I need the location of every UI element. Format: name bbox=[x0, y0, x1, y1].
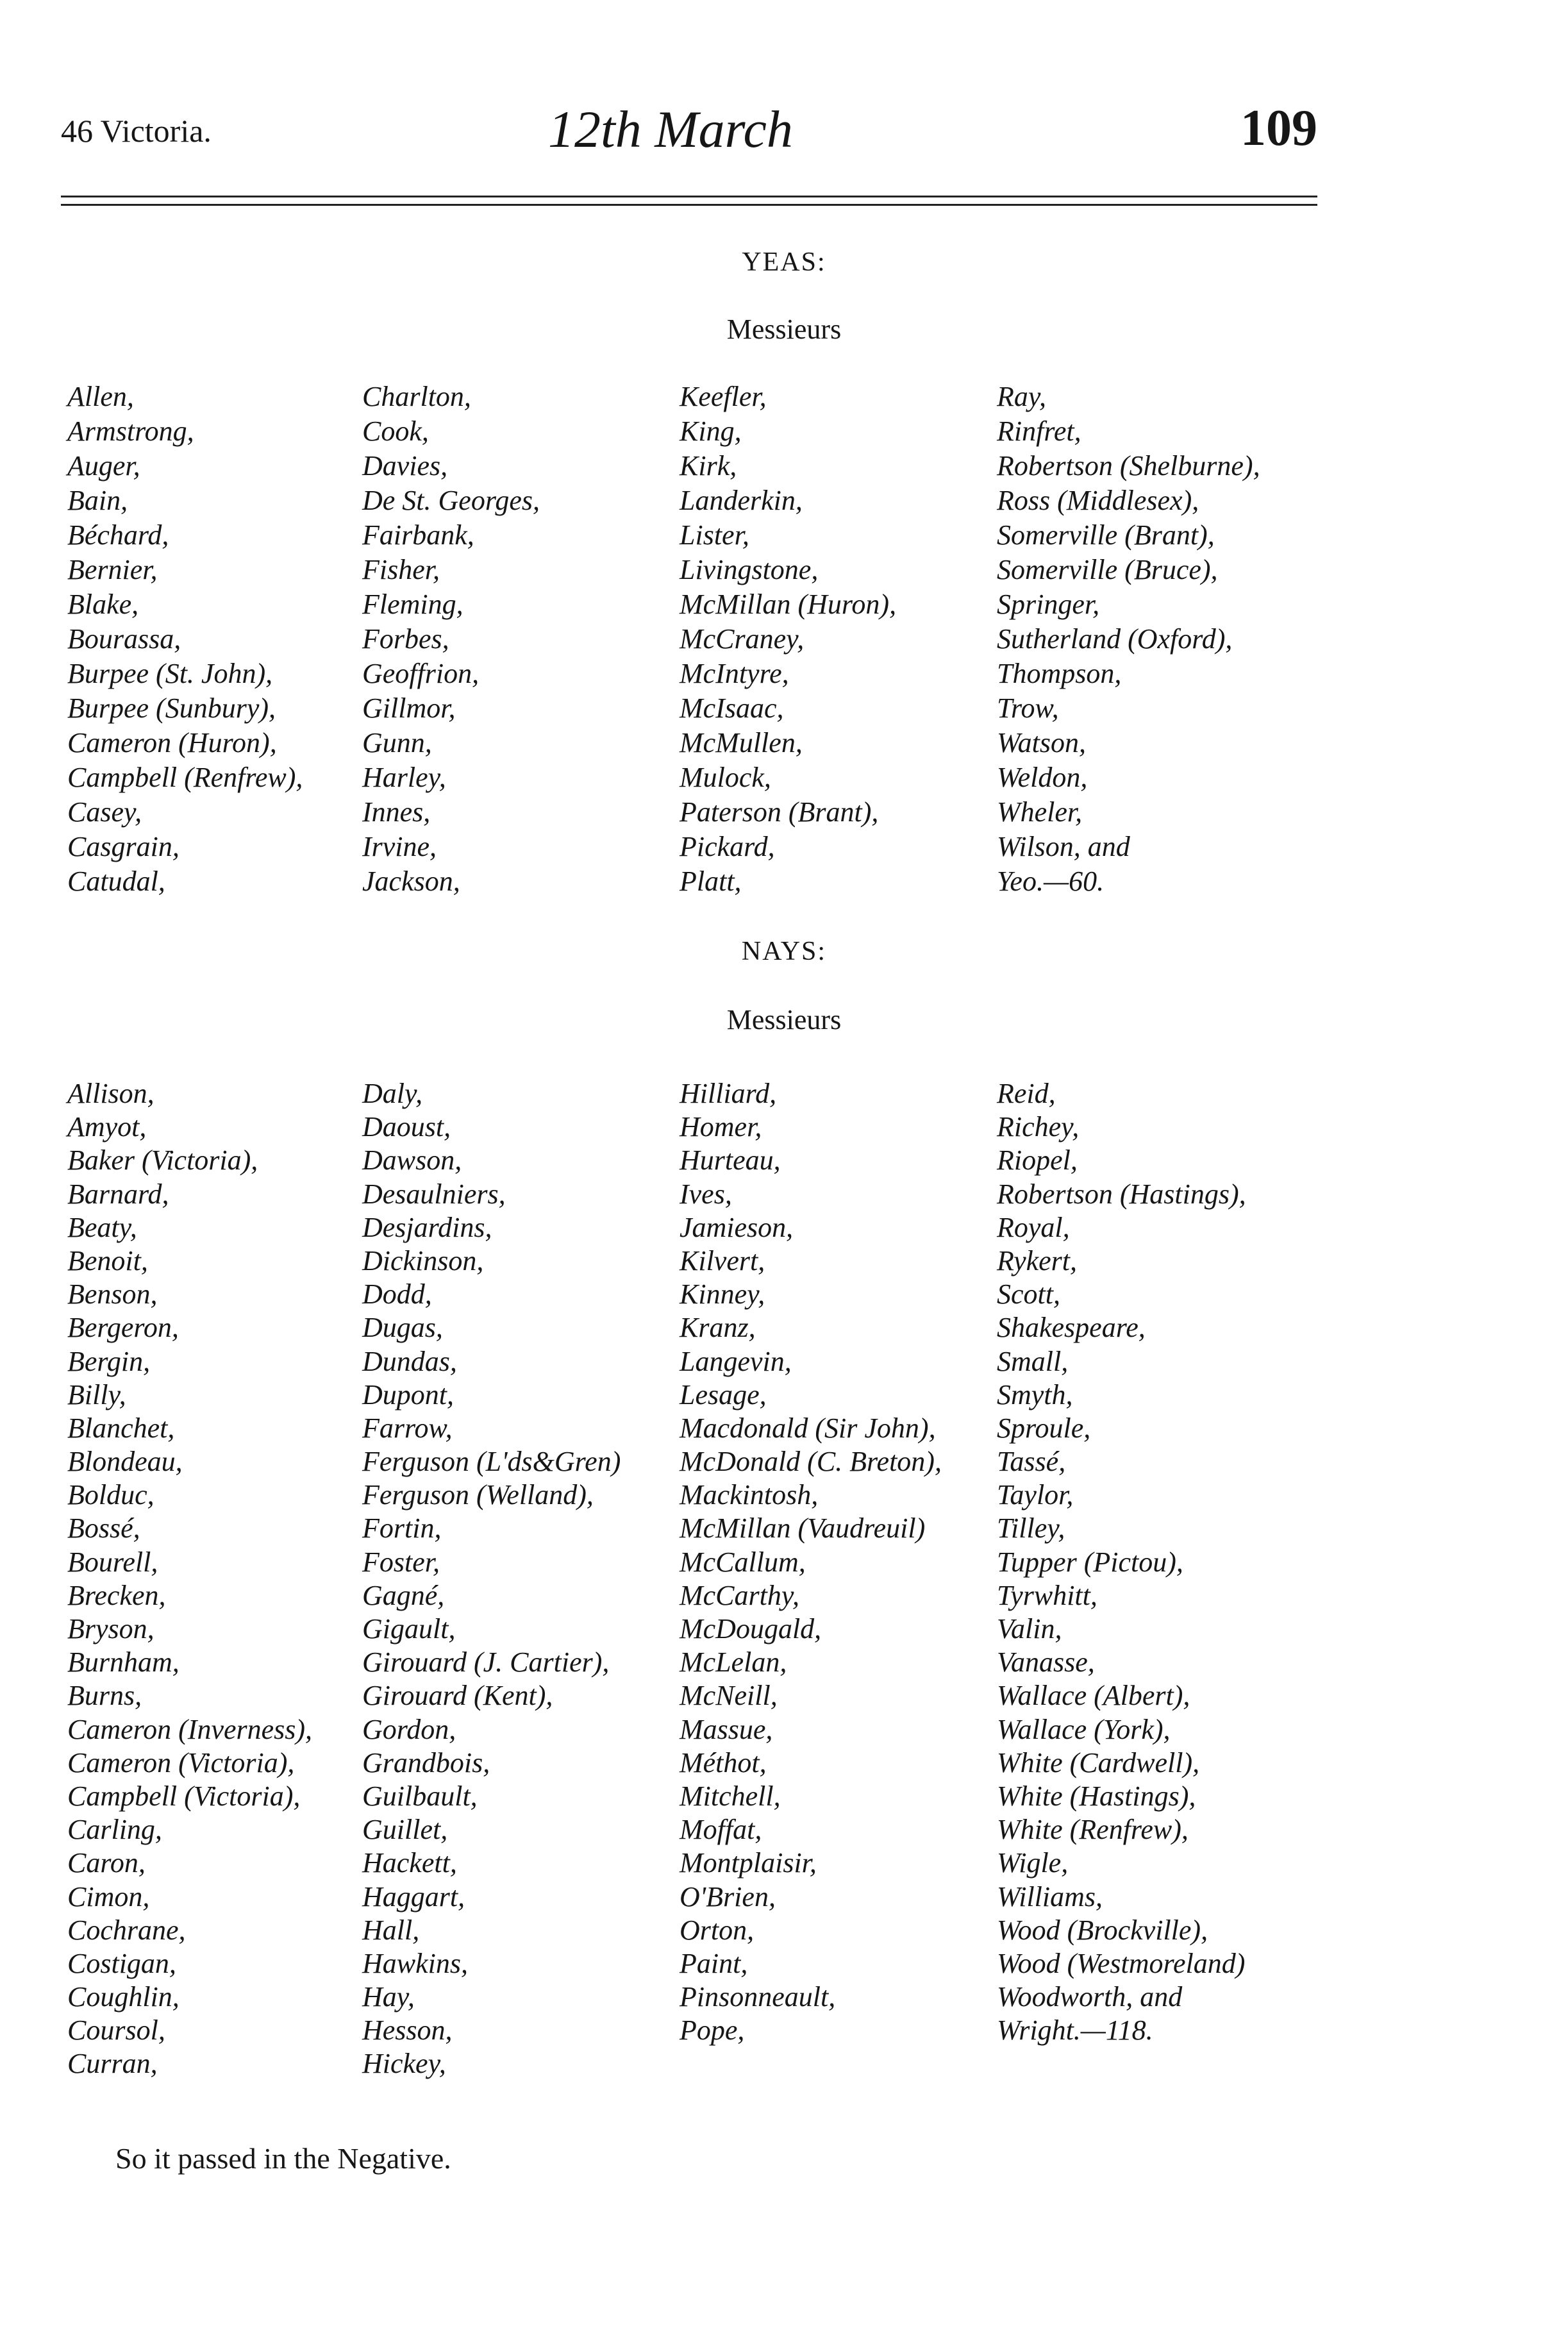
yeas-column-1 bbox=[67, 380, 303, 899]
member-name: Hilliard, bbox=[680, 1078, 777, 1109]
member-name: Gigault, bbox=[362, 1613, 456, 1645]
member-name: Dupont, bbox=[362, 1378, 454, 1410]
member-name: Benson, bbox=[67, 1278, 158, 1310]
member-name: Bourell, bbox=[67, 1546, 158, 1578]
member-name: Blake, bbox=[67, 589, 139, 620]
member-name: McDougald, bbox=[680, 1613, 822, 1645]
member-name: Riopel, bbox=[997, 1144, 1078, 1176]
member-name: Mulock, bbox=[680, 762, 771, 793]
member-name: Trow, bbox=[997, 692, 1059, 724]
member-name: Lister, bbox=[680, 519, 749, 551]
date-title: 12th March bbox=[548, 100, 793, 158]
member-name: Reid, bbox=[997, 1078, 1056, 1109]
member-name: Billy, bbox=[67, 1378, 126, 1410]
member-name: Valin, bbox=[997, 1613, 1062, 1645]
member-name: Charlton, bbox=[362, 381, 471, 412]
member-name: Moffat, bbox=[680, 1814, 762, 1846]
nays-heading: NAYS: bbox=[741, 937, 827, 966]
member-name: Caron, bbox=[67, 1847, 146, 1879]
member-name: Bergeron, bbox=[67, 1312, 179, 1344]
member-name: Beaty, bbox=[67, 1211, 137, 1243]
member-name: Orton, bbox=[680, 1914, 755, 1946]
member-name: Daoust, bbox=[362, 1111, 451, 1143]
member-name: Hawkins, bbox=[362, 1947, 468, 1979]
member-name: Hurteau, bbox=[680, 1144, 781, 1176]
member-name: Bolduc, bbox=[67, 1479, 154, 1511]
member-name: Davies, bbox=[362, 450, 448, 481]
member-name: Dickinson, bbox=[362, 1244, 484, 1276]
member-name: Guilbault, bbox=[362, 1780, 478, 1812]
member-name: Desjardins, bbox=[362, 1211, 492, 1243]
member-name: Kilvert, bbox=[680, 1244, 765, 1276]
member-name: Curran, bbox=[67, 2048, 158, 2080]
member-name: Blondeau, bbox=[67, 1446, 183, 1478]
member-name: Kinney, bbox=[680, 1278, 765, 1310]
member-name: Taylor, bbox=[997, 1479, 1074, 1511]
member-name: Vanasse, bbox=[997, 1646, 1095, 1678]
member-name: Ferguson (Welland), bbox=[362, 1479, 594, 1511]
member-name: McNeill, bbox=[680, 1680, 778, 1712]
member-name: Somerville (Bruce), bbox=[997, 554, 1218, 585]
member-name: Jamieson, bbox=[680, 1211, 794, 1243]
member-name: Macdonald (Sir John), bbox=[680, 1412, 936, 1444]
member-name: Ives, bbox=[680, 1178, 732, 1210]
member-name: Cameron (Huron), bbox=[67, 727, 277, 758]
member-name: Baker (Victoria), bbox=[67, 1144, 258, 1176]
member-name: Hesson, bbox=[362, 2014, 453, 2046]
member-name: Rykert, bbox=[997, 1244, 1078, 1276]
member-name: Hackett, bbox=[362, 1847, 457, 1879]
member-name: Jackson, bbox=[362, 866, 460, 897]
member-name: Smyth, bbox=[997, 1378, 1073, 1410]
member-name: Bryson, bbox=[67, 1613, 154, 1645]
member-name: Desaulniers, bbox=[362, 1178, 506, 1210]
member-name: Fisher, bbox=[362, 554, 440, 585]
page-number: 109 bbox=[1240, 100, 1317, 156]
member-name: Innes, bbox=[362, 796, 431, 828]
member-name: Dodd, bbox=[362, 1278, 432, 1310]
member-name: Bourassa, bbox=[67, 623, 181, 655]
member-name: De St. Georges, bbox=[362, 485, 540, 516]
member-name: Costigan, bbox=[67, 1947, 176, 1979]
member-name: Cimon, bbox=[67, 1880, 150, 1912]
member-name: Farrow, bbox=[362, 1412, 453, 1444]
member-name: Montplaisir, bbox=[680, 1847, 817, 1879]
member-name: Burpee (St. John), bbox=[67, 658, 273, 689]
member-name: Brecken, bbox=[67, 1579, 166, 1611]
member-name: Langevin, bbox=[680, 1345, 792, 1377]
member-name: Daly, bbox=[362, 1078, 423, 1109]
member-name: Rinfret, bbox=[997, 415, 1081, 447]
member-name: Dawson, bbox=[362, 1144, 462, 1176]
member-name: Burpee (Sunbury), bbox=[67, 692, 276, 724]
member-name: Livingstone, bbox=[680, 554, 819, 585]
member-name: McIntyre, bbox=[680, 658, 789, 689]
member-name: Bain, bbox=[67, 485, 128, 516]
member-name: Allison, bbox=[67, 1078, 154, 1109]
member-name: McMillan (Huron), bbox=[680, 589, 897, 620]
member-name: Sproule, bbox=[997, 1412, 1091, 1444]
member-name: Springer, bbox=[997, 589, 1100, 620]
member-name: Burns, bbox=[67, 1680, 142, 1712]
member-name: Barnard, bbox=[67, 1178, 169, 1210]
member-name: Williams, bbox=[997, 1880, 1103, 1912]
member-name: Sutherland (Oxford), bbox=[997, 623, 1233, 655]
member-name: Girouard (Kent), bbox=[362, 1680, 553, 1712]
member-name: Girouard (J. Cartier), bbox=[362, 1646, 610, 1678]
member-name: Carling, bbox=[67, 1814, 162, 1846]
member-name: Guillet, bbox=[362, 1814, 448, 1846]
member-name: Wilson, and bbox=[997, 831, 1130, 862]
member-name: Pinsonneault, bbox=[680, 1981, 836, 2013]
member-name: Kranz, bbox=[680, 1312, 756, 1344]
member-name: Bergin, bbox=[67, 1345, 151, 1377]
member-name: Cook, bbox=[362, 415, 429, 447]
yeas-column-2 bbox=[362, 380, 540, 899]
member-name: Tilley, bbox=[997, 1512, 1065, 1544]
member-name: Tassé, bbox=[997, 1446, 1066, 1478]
member-name: McIsaac, bbox=[680, 692, 784, 724]
member-name: Dundas, bbox=[362, 1345, 457, 1377]
member-name: Robertson (Hastings), bbox=[997, 1178, 1246, 1210]
member-name: Gunn, bbox=[362, 727, 432, 758]
member-name: Catudal, bbox=[67, 866, 165, 897]
member-name: Ferguson (L'ds&Gren) bbox=[362, 1446, 621, 1478]
yeas-heading: YEAS: bbox=[742, 247, 826, 277]
nays-column-2 bbox=[362, 1077, 621, 2081]
member-name: White (Hastings), bbox=[997, 1780, 1196, 1812]
member-name: Fleming, bbox=[362, 589, 463, 620]
member-name: Auger, bbox=[67, 450, 140, 481]
member-name: Thompson, bbox=[997, 658, 1122, 689]
volume-label: 46 Victoria. bbox=[61, 113, 212, 149]
member-name: Woodworth, and bbox=[997, 1981, 1183, 2013]
member-name: Pickard, bbox=[680, 831, 775, 862]
member-name: Casey, bbox=[67, 796, 142, 828]
member-name: Shakespeare, bbox=[997, 1312, 1146, 1344]
member-name: Robertson (Shelburne), bbox=[997, 450, 1260, 481]
member-name: King, bbox=[680, 415, 742, 447]
yeas-subheading: Messieurs bbox=[726, 314, 842, 345]
member-name: Coursol, bbox=[67, 2014, 165, 2046]
member-name: Cameron (Inverness), bbox=[67, 1713, 313, 1745]
member-name: Armstrong, bbox=[67, 415, 194, 447]
member-name: McMullen, bbox=[680, 727, 803, 758]
member-name: Blanchet, bbox=[67, 1412, 175, 1444]
member-name: Campbell (Renfrew), bbox=[67, 762, 303, 793]
member-name: Wallace (York), bbox=[997, 1713, 1171, 1745]
member-name: Foster, bbox=[362, 1546, 440, 1578]
member-name: Wallace (Albert), bbox=[997, 1680, 1190, 1712]
member-name: Geoffrion, bbox=[362, 658, 480, 689]
nays-column-4 bbox=[997, 1077, 1246, 2047]
member-name: O'Brien, bbox=[680, 1880, 776, 1912]
member-name: Wright.—118. bbox=[997, 2014, 1153, 2046]
member-name: Allen, bbox=[67, 381, 134, 412]
member-name: Bernier, bbox=[67, 554, 158, 585]
member-name: Hall, bbox=[362, 1914, 420, 1946]
member-name: Méthot, bbox=[680, 1746, 767, 1778]
member-name: Homer, bbox=[680, 1111, 762, 1143]
member-name: Richey, bbox=[997, 1111, 1080, 1143]
member-name: Wood (Westmoreland) bbox=[997, 1947, 1246, 1979]
member-name: Grandbois, bbox=[362, 1746, 490, 1778]
member-name: White (Renfrew), bbox=[997, 1814, 1189, 1846]
member-name: Weldon, bbox=[997, 762, 1088, 793]
member-name: Gagné, bbox=[362, 1579, 445, 1611]
nays-column-3 bbox=[680, 1077, 942, 2047]
running-header bbox=[61, 99, 1317, 176]
member-name: Lesage, bbox=[680, 1378, 767, 1410]
yeas-column-3 bbox=[680, 380, 896, 899]
member-name: McCarthy, bbox=[680, 1579, 799, 1611]
member-name: Haggart, bbox=[362, 1880, 465, 1912]
nays-column-1 bbox=[67, 1077, 312, 2081]
member-name: Campbell (Victoria), bbox=[67, 1780, 301, 1812]
member-name: Mitchell, bbox=[680, 1780, 781, 1812]
member-name: Béchard, bbox=[67, 519, 169, 551]
member-name: Pope, bbox=[680, 2014, 745, 2046]
member-name: Wheler, bbox=[997, 796, 1083, 828]
member-name: Harley, bbox=[362, 762, 446, 793]
member-name: McLelan, bbox=[680, 1646, 787, 1678]
member-name: Casgrain, bbox=[67, 831, 179, 862]
member-name: Ray, bbox=[997, 381, 1046, 412]
member-name: Tupper (Pictou), bbox=[997, 1546, 1183, 1578]
member-name: Scott, bbox=[997, 1278, 1060, 1310]
member-name: Fairbank, bbox=[362, 519, 474, 551]
member-name: Small, bbox=[997, 1345, 1069, 1377]
member-name: Platt, bbox=[680, 866, 742, 897]
nays-subheading: Messieurs bbox=[726, 1004, 842, 1035]
member-name: Keefler, bbox=[680, 381, 767, 412]
member-name: McMillan (Vaudreuil) bbox=[680, 1512, 926, 1544]
member-name: Watson, bbox=[997, 727, 1086, 758]
member-name: White (Cardwell), bbox=[997, 1746, 1200, 1778]
member-name: Massue, bbox=[680, 1713, 773, 1745]
member-name: Wigle, bbox=[997, 1847, 1069, 1879]
header-rule bbox=[61, 196, 1317, 197]
member-name: Coughlin, bbox=[67, 1981, 179, 2013]
member-name: Paterson (Brant), bbox=[680, 796, 879, 828]
member-name: Amyot, bbox=[67, 1111, 147, 1143]
member-name: Ross (Middlesex), bbox=[997, 485, 1199, 516]
member-name: Paint, bbox=[680, 1947, 748, 1979]
member-name: McCallum, bbox=[680, 1546, 806, 1578]
member-name: Kirk, bbox=[680, 450, 737, 481]
member-name: Forbes, bbox=[362, 623, 449, 655]
member-name: McDonald (C. Breton), bbox=[680, 1446, 942, 1478]
header-rule bbox=[61, 204, 1317, 206]
member-name: Gordon, bbox=[362, 1713, 456, 1745]
member-name: Landerkin, bbox=[680, 485, 803, 516]
member-name: Wood (Brockville), bbox=[997, 1914, 1208, 1946]
member-name: Somerville (Brant), bbox=[997, 519, 1215, 551]
member-name: Gillmor, bbox=[362, 692, 456, 724]
division-result: So it passed in the Negative. bbox=[115, 2142, 451, 2175]
member-name: Bossé, bbox=[67, 1512, 140, 1544]
member-name: McCraney, bbox=[680, 623, 805, 655]
member-name: Tyrwhitt, bbox=[997, 1579, 1097, 1611]
member-name: Cochrane, bbox=[67, 1914, 186, 1946]
member-name: Benoit, bbox=[67, 1244, 148, 1276]
member-name: Hay, bbox=[362, 1981, 415, 2013]
member-name: Cameron (Victoria), bbox=[67, 1746, 295, 1778]
member-name: Fortin, bbox=[362, 1512, 442, 1544]
member-name: Yeo.—60. bbox=[997, 866, 1105, 897]
member-name: Burnham, bbox=[67, 1646, 179, 1678]
member-name: Irvine, bbox=[362, 831, 437, 862]
member-name: Mackintosh, bbox=[680, 1479, 819, 1511]
yeas-column-4 bbox=[997, 380, 1260, 899]
member-name: Dugas, bbox=[362, 1312, 443, 1344]
member-name: Royal, bbox=[997, 1211, 1070, 1243]
member-name: Hickey, bbox=[362, 2048, 446, 2080]
